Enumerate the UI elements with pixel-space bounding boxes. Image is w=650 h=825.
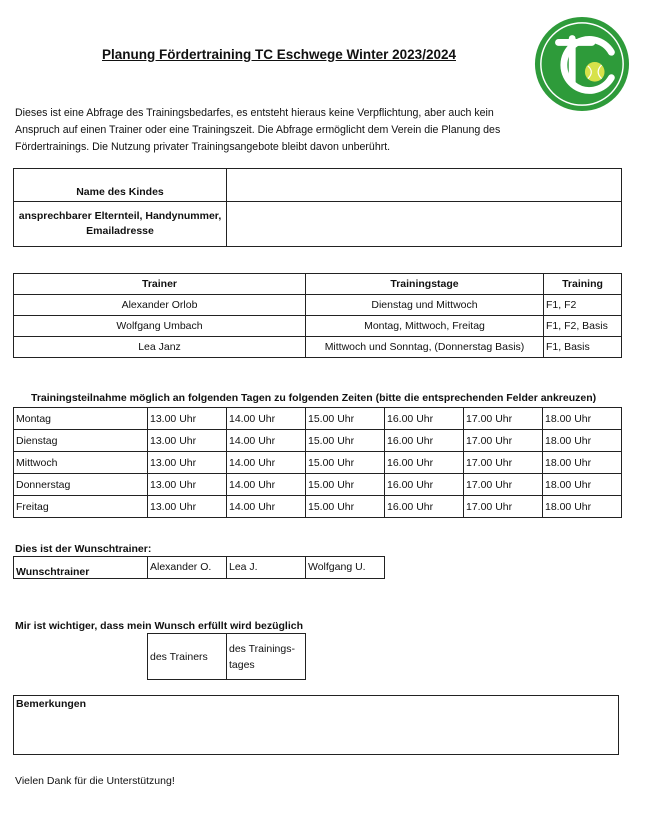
schedule-slot[interactable]: 13.00 Uhr [148, 496, 227, 518]
schedule-slot[interactable]: 17.00 Uhr [464, 452, 543, 474]
trainer-groups: F1, Basis [544, 337, 622, 358]
trainer-groups: F1, F2 [544, 295, 622, 316]
trainer-days: Dienstag und Mittwoch [306, 295, 544, 316]
schedule-row [14, 430, 622, 452]
schedule-slot[interactable]: 18.00 Uhr [543, 474, 622, 496]
tc-logo-icon [533, 15, 631, 113]
schedule-slot[interactable]: 18.00 Uhr [543, 408, 622, 430]
table-row [14, 295, 622, 316]
trainer-groups: F1, F2, Basis [544, 316, 622, 337]
wish-option-lea[interactable]: Lea J. [227, 557, 306, 579]
schedule-slot[interactable]: 13.00 Uhr [148, 408, 227, 430]
wish-label: Wunschtrainer [14, 557, 148, 579]
trainer-days: Mittwoch und Sonntag, (Donnerstag Basis) [306, 337, 544, 358]
thanks-text: Vielen Dank für die Unterstützung! [15, 775, 175, 787]
schedule-slot[interactable]: 18.00 Uhr [543, 430, 622, 452]
wish-option-wolfgang[interactable]: Wolfgang U. [306, 557, 385, 579]
schedule-heading: Trainingsteilnahme möglich an folgenden Tagen zu folgenden Zeiten (bitte die entsprechenden Felder ankreuzen) [31, 392, 597, 404]
schedule-slot[interactable]: 13.00 Uhr [148, 430, 227, 452]
schedule-day-label: Montag [14, 408, 148, 430]
schedule-slot[interactable]: 18.00 Uhr [543, 452, 622, 474]
schedule-slot[interactable]: 18.00 Uhr [543, 496, 622, 518]
trainer-name: Lea Janz [14, 337, 306, 358]
schedule-slot[interactable]: 17.00 Uhr [464, 408, 543, 430]
remarks-box[interactable] [13, 695, 619, 755]
intro-text: Dieses ist eine Abfrage des Trainingsbedarfes, es entsteht hieraus keine Verpflichtung, aber auch kein Anspruch auf einen Trainer oder eine Trainingszeit. Die Abfrage ermöglicht dem Verein die Planung des Fördertrainings. Die Nutzung privater Trainingsangebote bleibt davon unberührt. [15, 107, 501, 153]
trainers-header-trainer: Trainer [14, 274, 306, 295]
trainer-days: Montag, Mittwoch, Freitag [306, 316, 544, 337]
schedule-day-label: Mittwoch [14, 452, 148, 474]
schedule-day-label: Dienstag [14, 430, 148, 452]
priority-table [147, 633, 306, 680]
schedule-slot[interactable]: 15.00 Uhr [306, 474, 385, 496]
schedule-slot[interactable]: 14.00 Uhr [227, 430, 306, 452]
priority-option-trainer[interactable]: des Trainers [148, 634, 227, 680]
child-name-field[interactable] [227, 169, 622, 202]
child-name-label: Name des Kindes [14, 169, 227, 202]
priority-heading: Mir ist wichtiger, dass mein Wunsch erfüllt wird bezüglich [15, 620, 304, 632]
remarks-label: Bemerkungen [16, 698, 87, 710]
parent-contact-field[interactable] [227, 202, 622, 247]
schedule-slot[interactable]: 14.00 Uhr [227, 452, 306, 474]
priority-option-day[interactable]: des Trainings- tages [227, 634, 306, 680]
parent-contact-label: ansprechbarer Elternteil, Handynummer, Emailadresse [14, 202, 227, 247]
schedule-table [13, 407, 622, 518]
trainers-header-training: Training [544, 274, 622, 295]
schedule-slot[interactable]: 16.00 Uhr [385, 474, 464, 496]
schedule-row [14, 408, 622, 430]
schedule-row [14, 474, 622, 496]
table-row [14, 316, 622, 337]
schedule-slot[interactable]: 17.00 Uhr [464, 496, 543, 518]
schedule-slot[interactable]: 17.00 Uhr [464, 474, 543, 496]
table-row [14, 337, 622, 358]
schedule-slot[interactable]: 13.00 Uhr [148, 474, 227, 496]
schedule-slot[interactable]: 14.00 Uhr [227, 408, 306, 430]
wish-option-alexander[interactable]: Alexander O. [148, 557, 227, 579]
trainers-header-days: Trainingstage [306, 274, 544, 295]
schedule-slot[interactable]: 16.00 Uhr [385, 430, 464, 452]
schedule-slot[interactable]: 14.00 Uhr [227, 474, 306, 496]
schedule-day-label: Donnerstag [14, 474, 148, 496]
schedule-slot[interactable]: 13.00 Uhr [148, 452, 227, 474]
schedule-slot[interactable]: 16.00 Uhr [385, 452, 464, 474]
schedule-slot[interactable]: 15.00 Uhr [306, 408, 385, 430]
schedule-slot[interactable]: 15.00 Uhr [306, 496, 385, 518]
schedule-day-label: Freitag [14, 496, 148, 518]
schedule-slot[interactable]: 15.00 Uhr [306, 452, 385, 474]
trainer-name: Wolfgang Umbach [14, 316, 306, 337]
schedule-row [14, 496, 622, 518]
schedule-row [14, 452, 622, 474]
wish-heading: Dies ist der Wunschtrainer: [15, 543, 152, 555]
schedule-slot[interactable]: 15.00 Uhr [306, 430, 385, 452]
wish-table [13, 556, 385, 579]
schedule-slot[interactable]: 16.00 Uhr [385, 496, 464, 518]
schedule-slot[interactable]: 14.00 Uhr [227, 496, 306, 518]
page-title: Planung Fördertraining TC Eschwege Winter 2023/2024 [102, 47, 456, 62]
trainers-table [13, 273, 622, 358]
schedule-slot[interactable]: 17.00 Uhr [464, 430, 543, 452]
trainer-name: Alexander Orlob [14, 295, 306, 316]
schedule-slot[interactable]: 16.00 Uhr [385, 408, 464, 430]
child-form-table [13, 168, 622, 247]
